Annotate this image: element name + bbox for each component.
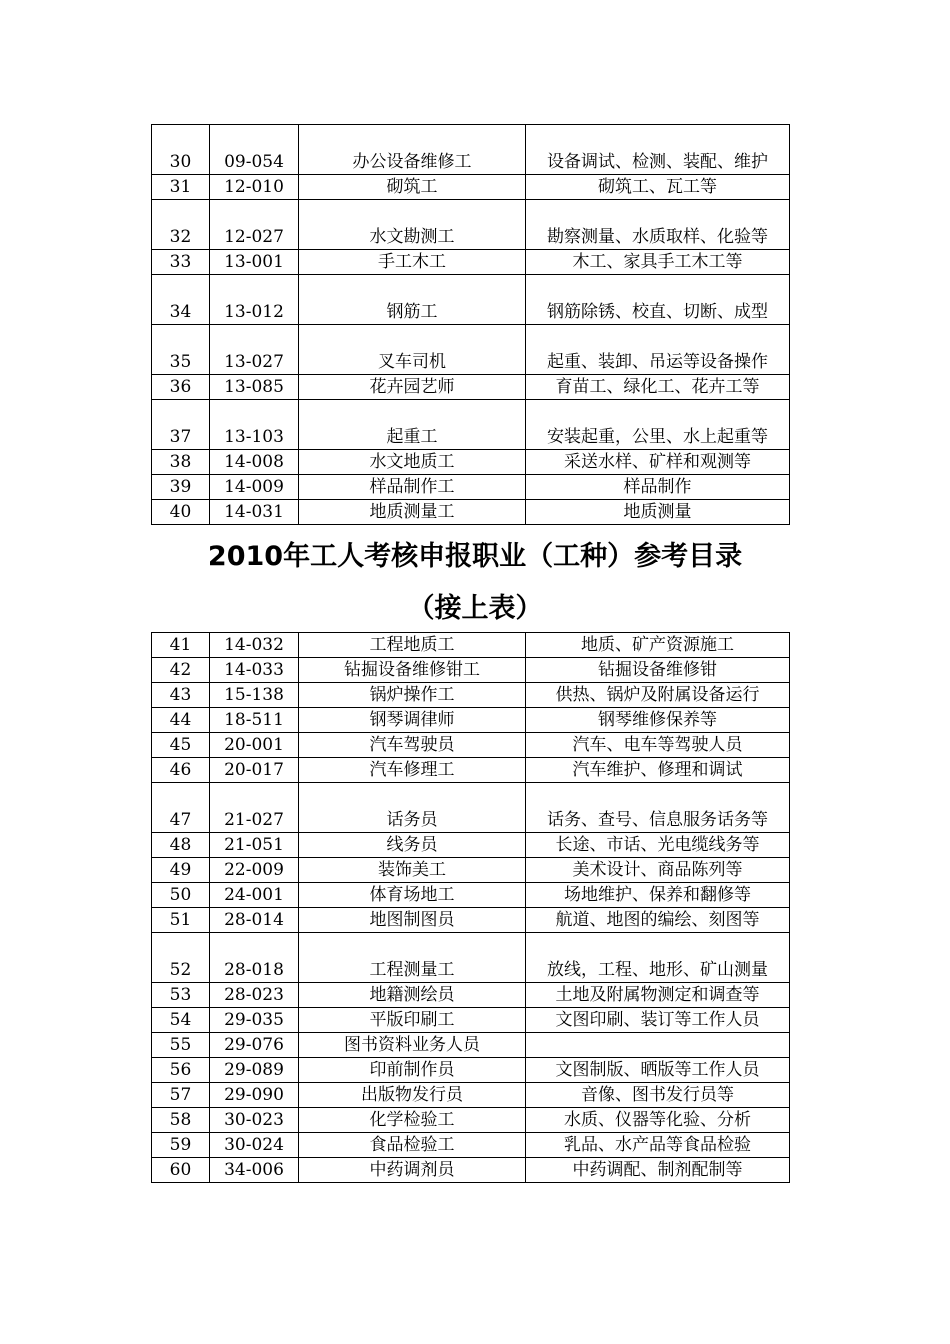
occupation-name-cell: 工程地质工 <box>299 633 526 658</box>
occupation-code-cell: 14-009 <box>210 475 299 500</box>
occupation-code-cell: 20-001 <box>210 733 299 758</box>
occupation-scope-cell: 场地维护、保养和翻修等 <box>526 883 790 908</box>
occupation-table-upper <box>151 124 790 525</box>
occupation-name-cell: 样品制作工 <box>299 475 526 500</box>
row-number-cell: 30 <box>152 125 210 175</box>
occupation-scope-cell: 育苗工、绿化工、花卉工等 <box>526 375 790 400</box>
occupation-code-cell: 24-001 <box>210 883 299 908</box>
row-number-cell: 37 <box>152 400 210 450</box>
row-number-cell: 35 <box>152 325 210 375</box>
occupation-name-cell: 水文地质工 <box>299 450 526 475</box>
occupation-scope-cell: 木工、家具手工木工等 <box>526 250 790 275</box>
occupation-scope-cell: 钢琴维修保养等 <box>526 708 790 733</box>
row-number-cell: 44 <box>152 708 210 733</box>
occupation-name-cell: 装饰美工 <box>299 858 526 883</box>
occupation-code-cell: 13-027 <box>210 325 299 375</box>
occupation-scope-cell: 钢筋除锈、校直、切断、成型 <box>526 275 790 325</box>
table-row <box>152 883 790 908</box>
table-row <box>152 400 790 450</box>
occupation-name-cell: 地籍测绘员 <box>299 983 526 1008</box>
occupation-code-cell: 12-027 <box>210 200 299 250</box>
table-row <box>152 450 790 475</box>
occupation-name-cell: 钻掘设备维修钳工 <box>299 658 526 683</box>
row-number-cell: 36 <box>152 375 210 400</box>
table-row <box>152 250 790 275</box>
row-number-cell: 31 <box>152 175 210 200</box>
row-number-cell: 39 <box>152 475 210 500</box>
table-row <box>152 683 790 708</box>
occupation-code-cell: 30-024 <box>210 1133 299 1158</box>
table-row <box>152 200 790 250</box>
page-title: 2010年工人考核申报职业（工种）参考目录 <box>207 541 743 572</box>
row-number-cell: 45 <box>152 733 210 758</box>
page-subtitle: （接上表） <box>407 593 543 624</box>
occupation-name-cell: 办公设备维修工 <box>299 125 526 175</box>
table-row <box>152 175 790 200</box>
occupation-scope-cell: 乳品、水产品等食品检验 <box>526 1133 790 1158</box>
occupation-scope-cell: 土地及附属物测定和调查等 <box>526 983 790 1008</box>
occupation-scope-cell <box>526 1033 790 1058</box>
row-number-cell: 50 <box>152 883 210 908</box>
occupation-code-cell: 30-023 <box>210 1108 299 1133</box>
occupation-table-lower <box>151 632 790 1183</box>
occupation-scope-cell: 话务、查号、信息服务话务等 <box>526 783 790 833</box>
table-row <box>152 1083 790 1108</box>
occupation-code-cell: 21-027 <box>210 783 299 833</box>
table-row <box>152 783 790 833</box>
table-body <box>152 125 790 525</box>
table-row <box>152 858 790 883</box>
occupation-scope-cell: 文图制版、晒版等工作人员 <box>526 1058 790 1083</box>
table-row <box>152 475 790 500</box>
row-number-cell: 43 <box>152 683 210 708</box>
occupation-scope-cell: 勘察测量、水质取样、化验等 <box>526 200 790 250</box>
occupation-name-cell: 化学检验工 <box>299 1108 526 1133</box>
table-row <box>152 125 790 175</box>
occupation-name-cell: 手工木工 <box>299 250 526 275</box>
row-number-cell: 40 <box>152 500 210 525</box>
occupation-name-cell: 线务员 <box>299 833 526 858</box>
occupation-code-cell: 14-032 <box>210 633 299 658</box>
occupation-code-cell: 13-001 <box>210 250 299 275</box>
occupation-code-cell: 14-031 <box>210 500 299 525</box>
table-row <box>152 1058 790 1083</box>
table-row <box>152 325 790 375</box>
occupation-name-cell: 中药调剂员 <box>299 1158 526 1183</box>
table-row <box>152 633 790 658</box>
occupation-code-cell: 15-138 <box>210 683 299 708</box>
table-row <box>152 275 790 325</box>
occupation-code-cell: 13-085 <box>210 375 299 400</box>
table-row <box>152 1133 790 1158</box>
table-row <box>152 933 790 983</box>
occupation-scope-cell: 航道、地图的编绘、刻图等 <box>526 908 790 933</box>
row-number-cell: 38 <box>152 450 210 475</box>
occupation-name-cell: 钢琴调律师 <box>299 708 526 733</box>
occupation-code-cell: 12-010 <box>210 175 299 200</box>
table-row <box>152 375 790 400</box>
occupation-name-cell: 钢筋工 <box>299 275 526 325</box>
occupation-name-cell: 水文勘测工 <box>299 200 526 250</box>
table-row <box>152 658 790 683</box>
occupation-name-cell: 体育场地工 <box>299 883 526 908</box>
row-number-cell: 34 <box>152 275 210 325</box>
table-row <box>152 908 790 933</box>
row-number-cell: 59 <box>152 1133 210 1158</box>
occupation-scope-cell: 采送水样、矿样和观测等 <box>526 450 790 475</box>
occupation-name-cell: 地图制图员 <box>299 908 526 933</box>
row-number-cell: 48 <box>152 833 210 858</box>
row-number-cell: 33 <box>152 250 210 275</box>
occupation-scope-cell: 汽车、电车等驾驶人员 <box>526 733 790 758</box>
row-number-cell: 42 <box>152 658 210 683</box>
occupation-scope-cell: 供热、锅炉及附属设备运行 <box>526 683 790 708</box>
occupation-name-cell: 平版印刷工 <box>299 1008 526 1033</box>
occupation-name-cell: 话务员 <box>299 783 526 833</box>
occupation-scope-cell: 安装起重，公里、水上起重等 <box>526 400 790 450</box>
table-row <box>152 708 790 733</box>
occupation-name-cell: 起重工 <box>299 400 526 450</box>
occupation-code-cell: 29-035 <box>210 1008 299 1033</box>
occupation-code-cell: 14-008 <box>210 450 299 475</box>
occupation-scope-cell: 音像、图书发行员等 <box>526 1083 790 1108</box>
occupation-name-cell: 锅炉操作工 <box>299 683 526 708</box>
table-row <box>152 1108 790 1133</box>
row-number-cell: 32 <box>152 200 210 250</box>
row-number-cell: 56 <box>152 1058 210 1083</box>
occupation-name-cell: 花卉园艺师 <box>299 375 526 400</box>
table-body <box>152 633 790 1183</box>
row-number-cell: 52 <box>152 933 210 983</box>
row-number-cell: 60 <box>152 1158 210 1183</box>
occupation-name-cell: 出版物发行员 <box>299 1083 526 1108</box>
occupation-code-cell: 18-511 <box>210 708 299 733</box>
row-number-cell: 55 <box>152 1033 210 1058</box>
occupation-code-cell: 13-012 <box>210 275 299 325</box>
row-number-cell: 57 <box>152 1083 210 1108</box>
occupation-scope-cell: 起重、装卸、吊运等设备操作 <box>526 325 790 375</box>
occupation-code-cell: 28-014 <box>210 908 299 933</box>
occupation-name-cell: 汽车修理工 <box>299 758 526 783</box>
occupation-name-cell: 砌筑工 <box>299 175 526 200</box>
occupation-code-cell: 29-076 <box>210 1033 299 1058</box>
occupation-name-cell: 汽车驾驶员 <box>299 733 526 758</box>
occupation-scope-cell: 地质、矿产资源施工 <box>526 633 790 658</box>
occupation-scope-cell: 中药调配、制剂配制等 <box>526 1158 790 1183</box>
row-number-cell: 49 <box>152 858 210 883</box>
table-row <box>152 1158 790 1183</box>
table-row <box>152 758 790 783</box>
occupation-code-cell: 29-089 <box>210 1058 299 1083</box>
row-number-cell: 51 <box>152 908 210 933</box>
occupation-name-cell: 食品检验工 <box>299 1133 526 1158</box>
table-row <box>152 1008 790 1033</box>
occupation-scope-cell: 文图印刷、装订等工作人员 <box>526 1008 790 1033</box>
occupation-scope-cell: 地质测量 <box>526 500 790 525</box>
occupation-name-cell: 地质测量工 <box>299 500 526 525</box>
row-number-cell: 46 <box>152 758 210 783</box>
occupation-name-cell: 印前制作员 <box>299 1058 526 1083</box>
occupation-code-cell: 28-018 <box>210 933 299 983</box>
occupation-code-cell: 09-054 <box>210 125 299 175</box>
occupation-scope-cell: 设备调试、检测、装配、维护 <box>526 125 790 175</box>
occupation-code-cell: 21-051 <box>210 833 299 858</box>
occupation-code-cell: 29-090 <box>210 1083 299 1108</box>
occupation-scope-cell: 美术设计、商品陈列等 <box>526 858 790 883</box>
occupation-scope-cell: 水质、仪器等化验、分析 <box>526 1108 790 1133</box>
table-row <box>152 833 790 858</box>
occupation-code-cell: 22-009 <box>210 858 299 883</box>
table-row <box>152 733 790 758</box>
occupation-code-cell: 13-103 <box>210 400 299 450</box>
table-row <box>152 1033 790 1058</box>
occupation-code-cell: 14-033 <box>210 658 299 683</box>
row-number-cell: 54 <box>152 1008 210 1033</box>
row-number-cell: 47 <box>152 783 210 833</box>
occupation-name-cell: 工程测量工 <box>299 933 526 983</box>
occupation-scope-cell: 汽车维护、修理和调试 <box>526 758 790 783</box>
occupation-name-cell: 叉车司机 <box>299 325 526 375</box>
row-number-cell: 41 <box>152 633 210 658</box>
occupation-code-cell: 28-023 <box>210 983 299 1008</box>
occupation-scope-cell: 砌筑工、瓦工等 <box>526 175 790 200</box>
occupation-scope-cell: 样品制作 <box>526 475 790 500</box>
occupation-scope-cell: 钻掘设备维修钳 <box>526 658 790 683</box>
table-row <box>152 500 790 525</box>
row-number-cell: 53 <box>152 983 210 1008</box>
occupation-scope-cell: 放线，工程、地形、矿山测量 <box>526 933 790 983</box>
row-number-cell: 58 <box>152 1108 210 1133</box>
occupation-name-cell: 图书资料业务人员 <box>299 1033 526 1058</box>
occupation-code-cell: 34-006 <box>210 1158 299 1183</box>
occupation-scope-cell: 长途、市话、光电缆线务等 <box>526 833 790 858</box>
table-row <box>152 983 790 1008</box>
occupation-code-cell: 20-017 <box>210 758 299 783</box>
